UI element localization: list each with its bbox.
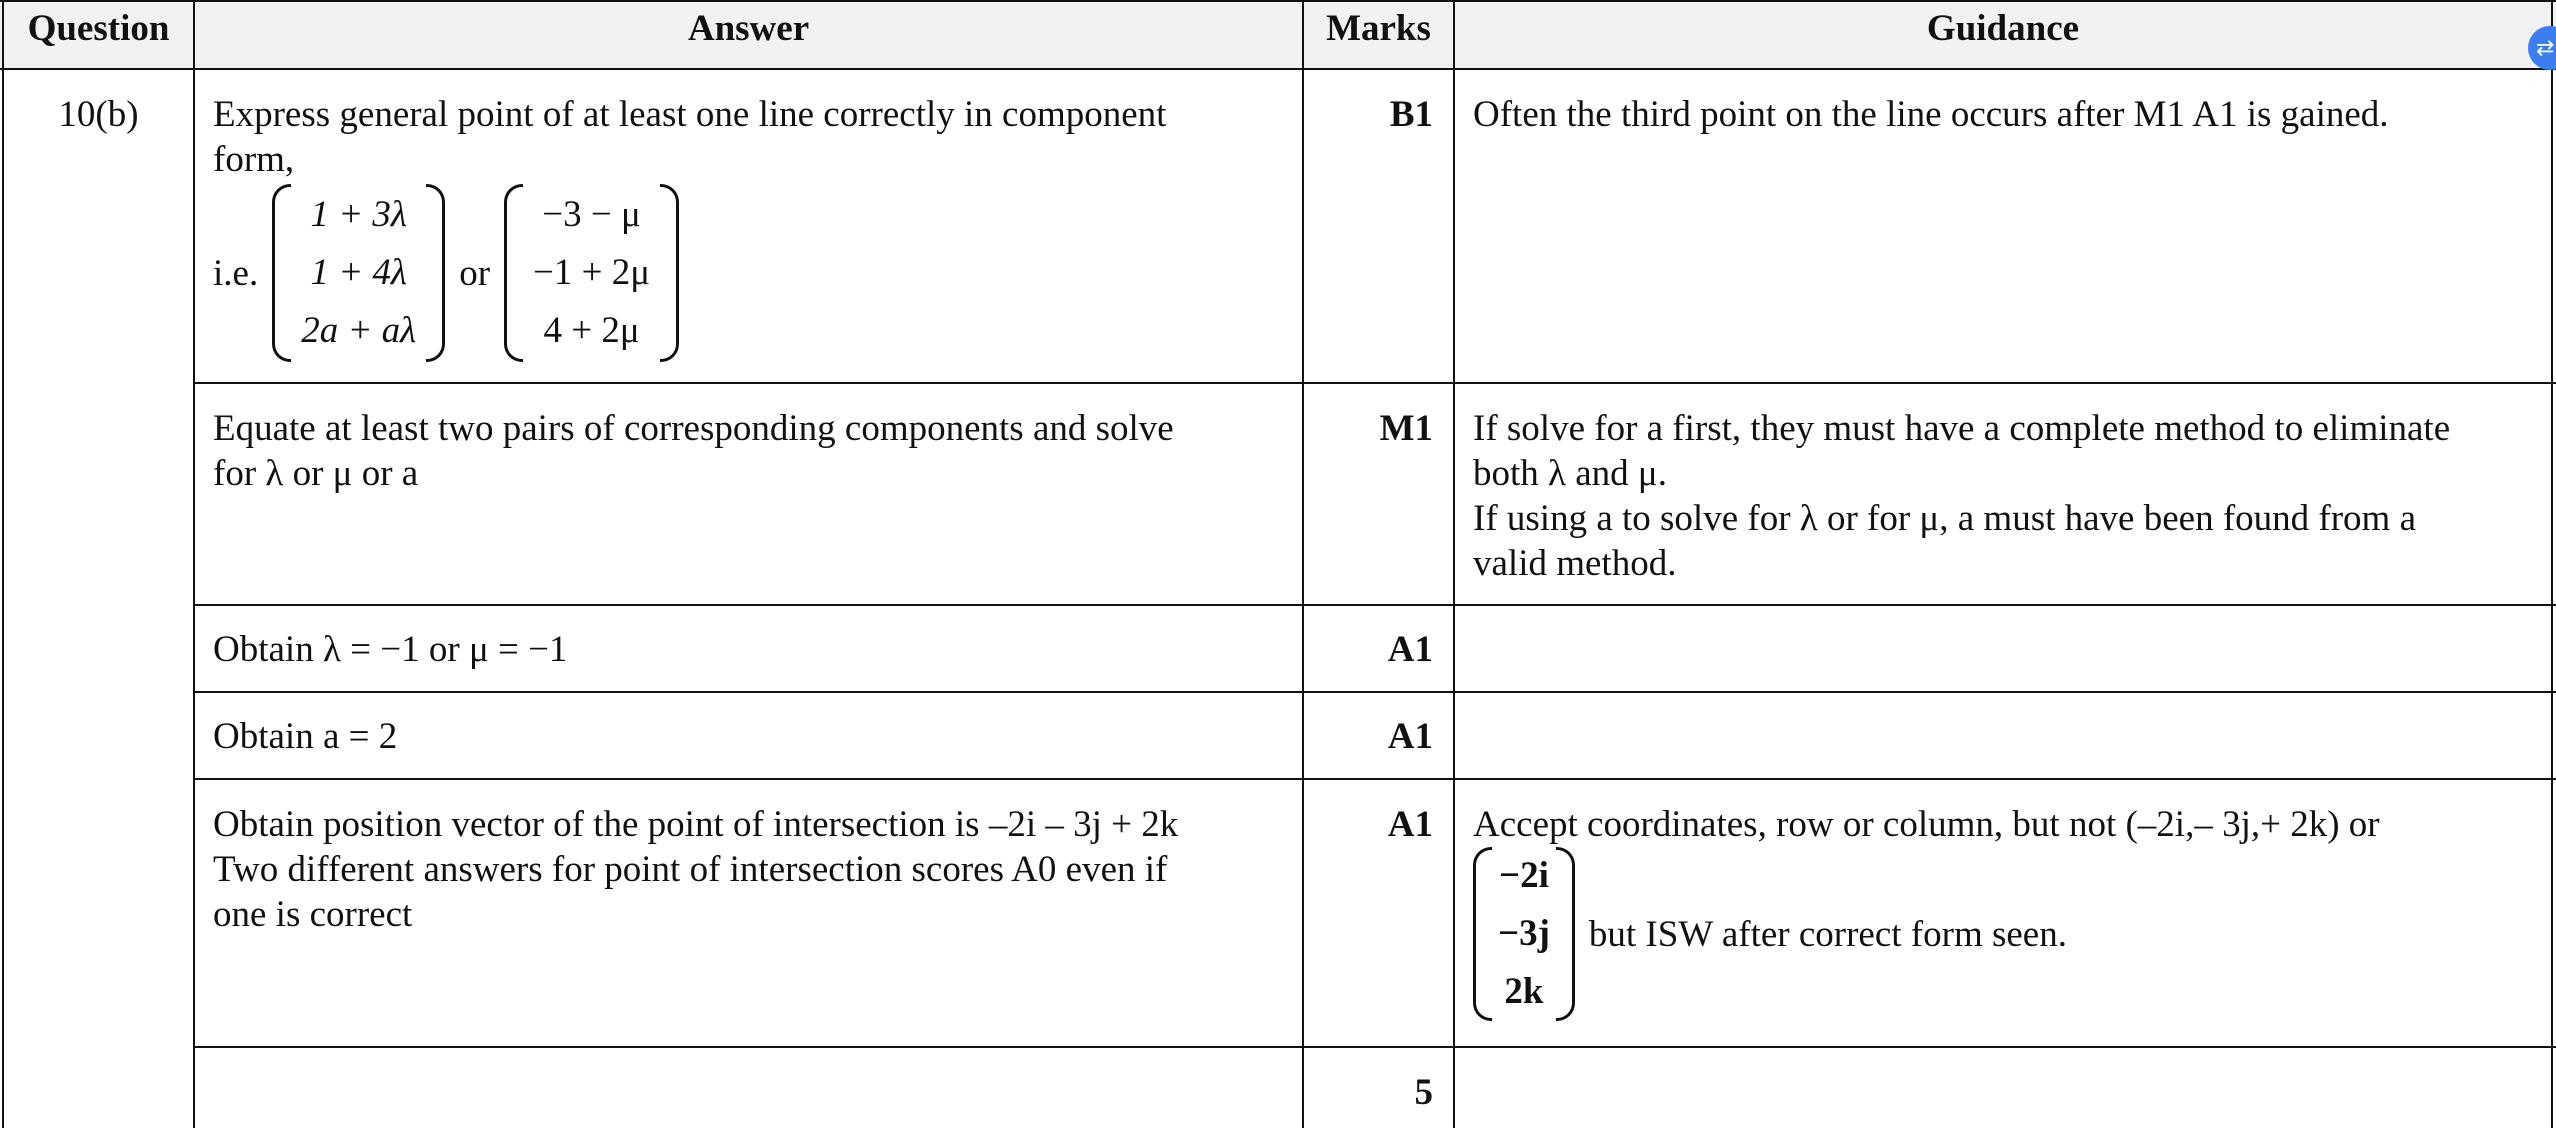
- vector-entry: 1 + 4λ: [310, 252, 407, 293]
- vector-entry: −2i: [1499, 855, 1549, 896]
- answer-text: one is correct: [213, 894, 413, 935]
- answer-text: Equate at least two pairs of corresponding components and solve: [213, 408, 1174, 449]
- answer-text: Express general point of at least one line correctly in component: [213, 94, 1167, 135]
- vector-entry: −3j: [1498, 913, 1550, 954]
- ie-label: i.e.: [213, 252, 259, 294]
- right-paren: [426, 184, 445, 362]
- left-paren: [1473, 847, 1492, 1021]
- mark-m1: M1: [1379, 408, 1433, 449]
- right-paren: [1556, 847, 1575, 1021]
- answer-text: form,: [213, 139, 295, 180]
- mark-a1: A1: [1387, 804, 1433, 845]
- vector-entry: −3 − μ: [542, 194, 641, 235]
- answer-text: for λ or μ or a: [213, 453, 419, 494]
- row-divider: [193, 691, 2556, 693]
- header-answer: Answer: [687, 8, 810, 49]
- table-border-top: [0, 0, 2556, 2]
- left-paren: [504, 184, 523, 362]
- guidance-text: Accept coordinates, row or column, but not (–2i,– 3j,+ 2k) or: [1473, 804, 2380, 845]
- guidance-text: both λ and μ.: [1473, 453, 1667, 494]
- header-divider: [0, 68, 2556, 70]
- column-vector: [1473, 847, 1575, 1021]
- row-divider: [193, 778, 2556, 780]
- vector-entry: 1 + 3λ: [310, 194, 407, 235]
- guidance-column-vector: [1473, 847, 2548, 1021]
- vector-components: [291, 184, 426, 362]
- component-vectors: [213, 184, 1293, 362]
- guidance-row-5: [1473, 802, 2548, 1021]
- mark-b1: B1: [1389, 94, 1433, 135]
- answer-row-1: [213, 92, 1293, 362]
- guidance-text: If solve for a first, they must have a complete method to eliminate: [1473, 408, 2451, 449]
- guidance-text: but ISW after correct form seen.: [1588, 913, 2067, 955]
- answer-row-4: Obtain a = 2: [213, 716, 398, 757]
- question-number: 10(b): [58, 94, 139, 135]
- translate-icon[interactable]: ⇄: [2528, 26, 2556, 70]
- vector-entry: −1 + 2μ: [533, 252, 651, 293]
- vector-line-1: [272, 184, 445, 362]
- right-paren: [660, 184, 679, 362]
- or-label: or: [459, 252, 491, 294]
- column-line: [2, 0, 4, 1128]
- vector-components: [523, 184, 660, 362]
- vector-entry: 4 + 2μ: [543, 310, 640, 351]
- vector-line-2: [504, 184, 679, 362]
- column-line: [1302, 0, 1304, 1128]
- answer-row-2: [213, 406, 1293, 496]
- vector-entry: 2a + aλ: [301, 310, 417, 351]
- header-question: Question: [27, 8, 170, 49]
- column-line: [1453, 0, 1455, 1128]
- row-divider: [193, 1046, 2556, 1048]
- answer-row-5: [213, 802, 1298, 937]
- answer-row-3: Obtain λ = −1 or μ = −1: [213, 629, 568, 670]
- vector-components: [1492, 847, 1556, 1021]
- guidance-row-2: [1473, 406, 2548, 586]
- column-line: [2551, 0, 2553, 1128]
- header-marks: Marks: [1326, 8, 1431, 49]
- answer-text: Obtain position vector of the point of intersection is –2i – 3j + 2k: [213, 804, 1179, 845]
- column-line: [193, 0, 195, 1128]
- header-guidance: Guidance: [1926, 8, 2080, 49]
- answer-text: Two different answers for point of intersection scores A0 even if: [213, 849, 1168, 890]
- mark-a1: A1: [1387, 629, 1433, 670]
- guidance-text: If using a to solve for λ or for μ, a must have been found from a: [1473, 498, 2416, 539]
- row-divider: [193, 382, 2556, 384]
- vector-entry: 2k: [1504, 971, 1544, 1012]
- guidance-row-1: Often the third point on the line occurs after M1 A1 is gained.: [1473, 94, 2389, 135]
- guidance-text: valid method.: [1473, 543, 1677, 584]
- mark-a1: A1: [1387, 716, 1433, 757]
- total-marks: 5: [1414, 1072, 1433, 1113]
- row-divider: [193, 604, 2556, 606]
- left-paren: [272, 184, 291, 362]
